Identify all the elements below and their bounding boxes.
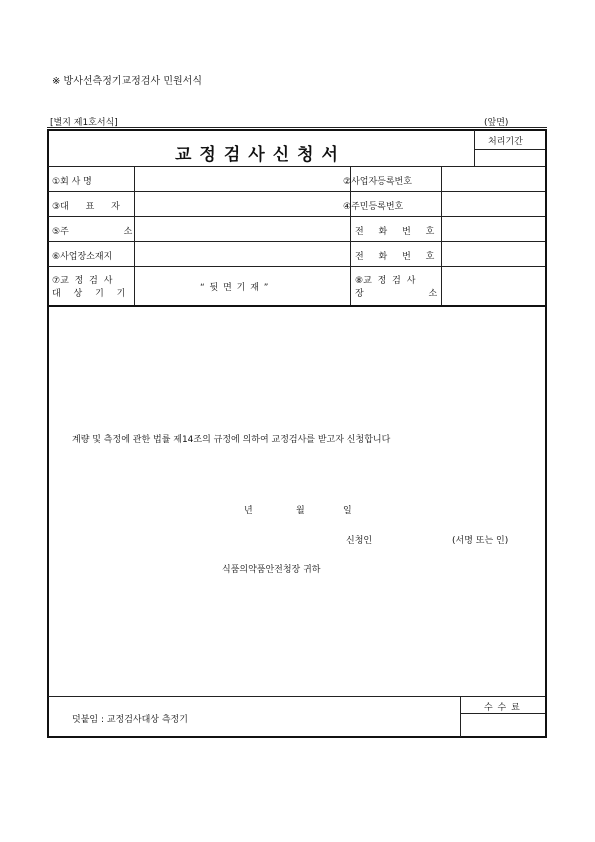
table-left-border [47,129,49,738]
date-day: 일 [343,506,352,516]
row-line-1 [48,191,545,192]
processing-period-label: 처리기간 [488,137,523,147]
header-note: ※ 방사선측정기교정검사 민원서식 [52,76,202,87]
fee-label-separator [460,713,545,714]
form-id: [별지 제1호서식] [50,118,118,128]
signature-label: (서명 또는 인) [452,536,509,546]
applicant-label: 신청인 [346,536,373,546]
label-column-divider [134,166,135,305]
attachment-note: 덧붙임 : 교정검사대상 측정기 [72,715,188,725]
phone-label-2: 전 화 번 호 [355,252,435,262]
table-bottom-border [47,736,547,738]
table-top-border [47,129,547,131]
company-name-label: ①회 사 명 [52,177,92,187]
device-label-line2: 대 상 기 기 [52,289,126,299]
fee-column-divider [460,696,461,737]
address-label: ⑤주 소 [52,227,133,237]
place-label-line2: 장 소 [355,289,438,299]
device-label-line1: ⑦교 정 검 사 [52,276,113,286]
place-label-line1: ⑧교 정 검 사 [355,276,416,286]
date-month: 월 [296,506,305,516]
application-statement: 계량 및 측정에 관한 법률 제14조의 규정에 의하여 교정검사를 받고자 신청합니다 [72,435,391,445]
processing-period-divider [474,130,475,166]
date-year: 년 [244,506,253,516]
row-line-4 [48,266,545,267]
row-line-2 [48,216,545,217]
title-row-bottom [48,166,545,167]
info-section-bottom [48,305,545,307]
processing-period-separator [474,149,545,150]
business-reg-no-label: ②사업자등록번호 [343,177,412,187]
right-label-column-divider [441,166,442,305]
device-value: “ 뒷 면 기 재 ” [200,283,269,293]
site-address-label: ⑥사업장소재지 [52,252,113,262]
table-right-border [545,129,547,738]
fee-label: 수 수 료 [484,703,520,713]
addressee: 식품의약품안전청장 귀하 [222,565,321,575]
attachment-row-top [48,696,545,697]
form-id-underline [47,127,547,128]
form-title: 교정검사신청서 [175,145,346,165]
page-side: (앞면) [484,118,509,128]
resident-reg-no-label: ④주민등록번호 [343,202,404,212]
representative-label: ③대 표 자 [52,202,120,212]
phone-label-1: 전 화 번 호 [355,227,435,237]
row-line-3 [48,241,545,242]
